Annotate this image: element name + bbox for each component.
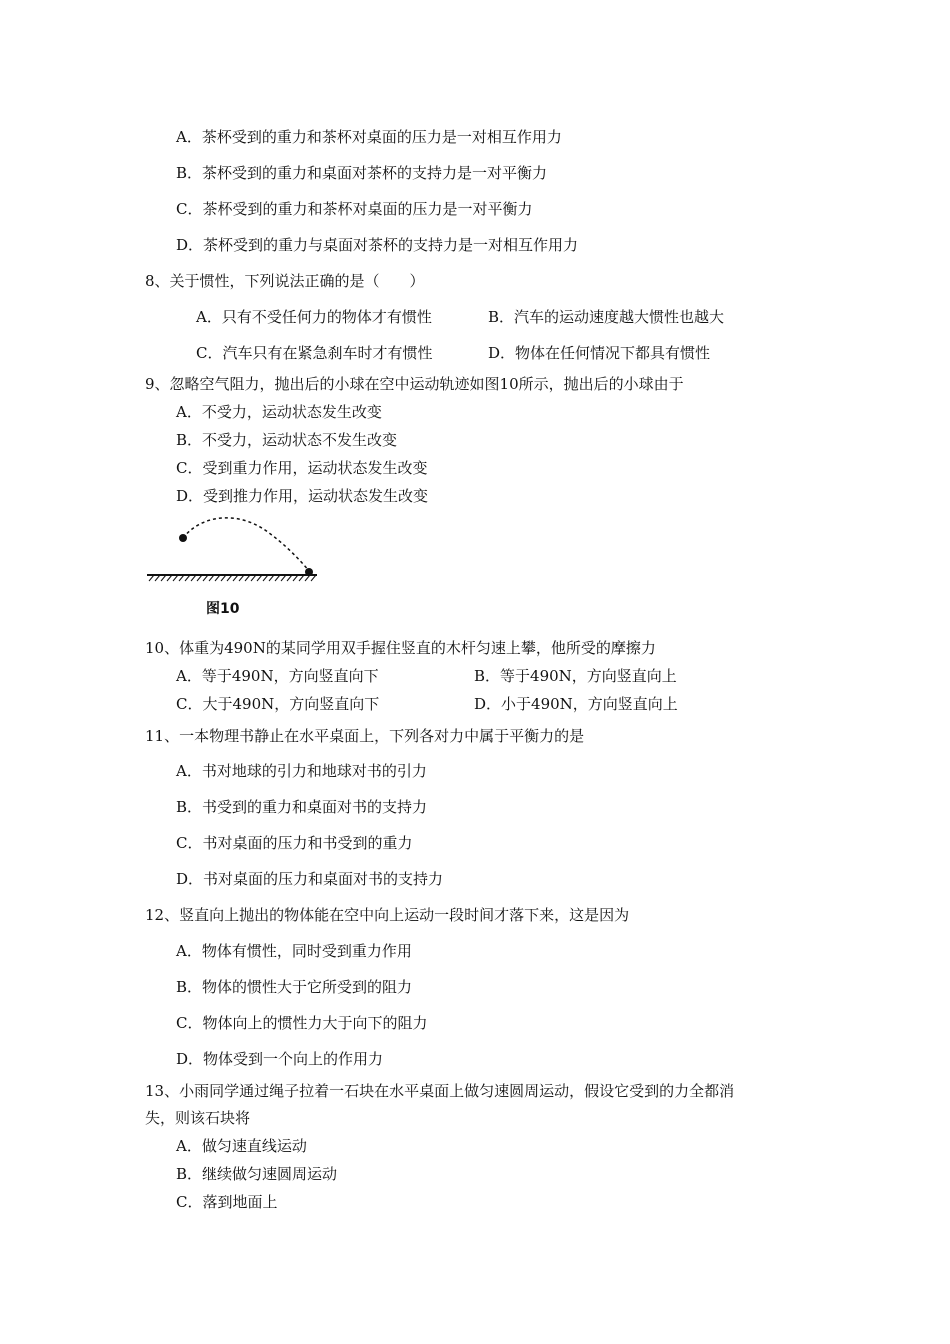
q11-option-d: D．书对桌面的压力和桌面对书的支持力 [176,870,444,888]
q11-option-c: C．书对桌面的压力和书受到的重力 [176,834,413,852]
q11-option-a: A．书对地球的引力和地球对书的引力 [176,762,427,780]
q13-stem-line2: 失，则该石块将 [145,1109,251,1127]
q9-option-a: A．不受力，运动状态发生改变 [176,403,382,421]
q12-option-a: A．物体有惯性，同时受到重力作用 [176,942,412,960]
q12-stem: 12、竖直向上抛出的物体能在空中向上运动一段时间才落下来，这是因为 [145,906,630,924]
q12-option-d: D．物体受到一个向上的作用力 [176,1050,384,1068]
q9-option-d: D．受到推力作用，运动状态发生改变 [176,487,429,505]
q8-stem: 8、关于惯性，下列说法正确的是（ ） [145,272,425,290]
q7-option-b: B．茶杯受到的重力和桌面对茶杯的支持力是一对平衡力 [176,164,548,182]
q10-option-c: C．大于490N，方向竖直向下 [176,695,380,713]
q7-option-a: A．茶杯受到的重力和茶杯对桌面的压力是一对相互作用力 [176,128,562,146]
q8-option-a: A．只有不受任何力的物体才有惯性 [196,308,432,326]
q11-option-b: B．书受到的重力和桌面对书的支持力 [176,798,428,816]
q10-option-b: B．等于490N，方向竖直向上 [474,667,677,685]
q11-stem: 11、一本物理书静止在水平桌面上，下列各对力中属于平衡力的是 [145,727,585,745]
figure-10-trajectory [145,514,320,588]
q13-option-a: A．做匀速直线运动 [176,1137,307,1155]
q10-option-a: A．等于490N，方向竖直向下 [176,667,379,685]
trajectory-curve [183,518,310,572]
q9-stem: 9、忽略空气阻力，抛出后的小球在空中运动轨迹如图10所示，抛出后的小球由于 [145,375,684,393]
q10-stem: 10、体重为490N的某同学用双手握住竖直的木杆匀速上攀，他所受的摩擦力 [145,639,656,657]
q9-option-b: B．不受力，运动状态不发生改变 [176,431,398,449]
q12-option-c: C．物体向上的惯性力大于向下的阻力 [176,1014,428,1032]
q9-option-c: C．受到重力作用，运动状态发生改变 [176,459,428,477]
q7-option-c: C．茶杯受到的重力和茶杯对桌面的压力是一对平衡力 [176,200,533,218]
q13-option-b: B．继续做匀速圆周运动 [176,1165,338,1183]
q13-option-c: C．落到地面上 [176,1193,278,1211]
q7-option-d: D．茶杯受到的重力与桌面对茶杯的支持力是一对相互作用力 [176,236,579,254]
q13-stem-line1: 13、小雨同学通过绳子拉着一石块在水平桌面上做匀速圆周运动，假设它受到的力全都消 [145,1082,735,1100]
figure-caption: 图10 [206,601,240,617]
q8-option-d: D．物体在任何情况下都具有惯性 [488,344,711,362]
q10-option-d: D．小于490N，方向竖直向上 [474,695,678,713]
q8-option-b: B．汽车的运动速度越大惯性也越大 [488,308,725,326]
q12-option-b: B．物体的惯性大于它所受到的阻力 [176,978,413,996]
q8-option-c: C．汽车只有在紧急刹车时才有惯性 [196,344,433,362]
ball-start [179,534,187,542]
